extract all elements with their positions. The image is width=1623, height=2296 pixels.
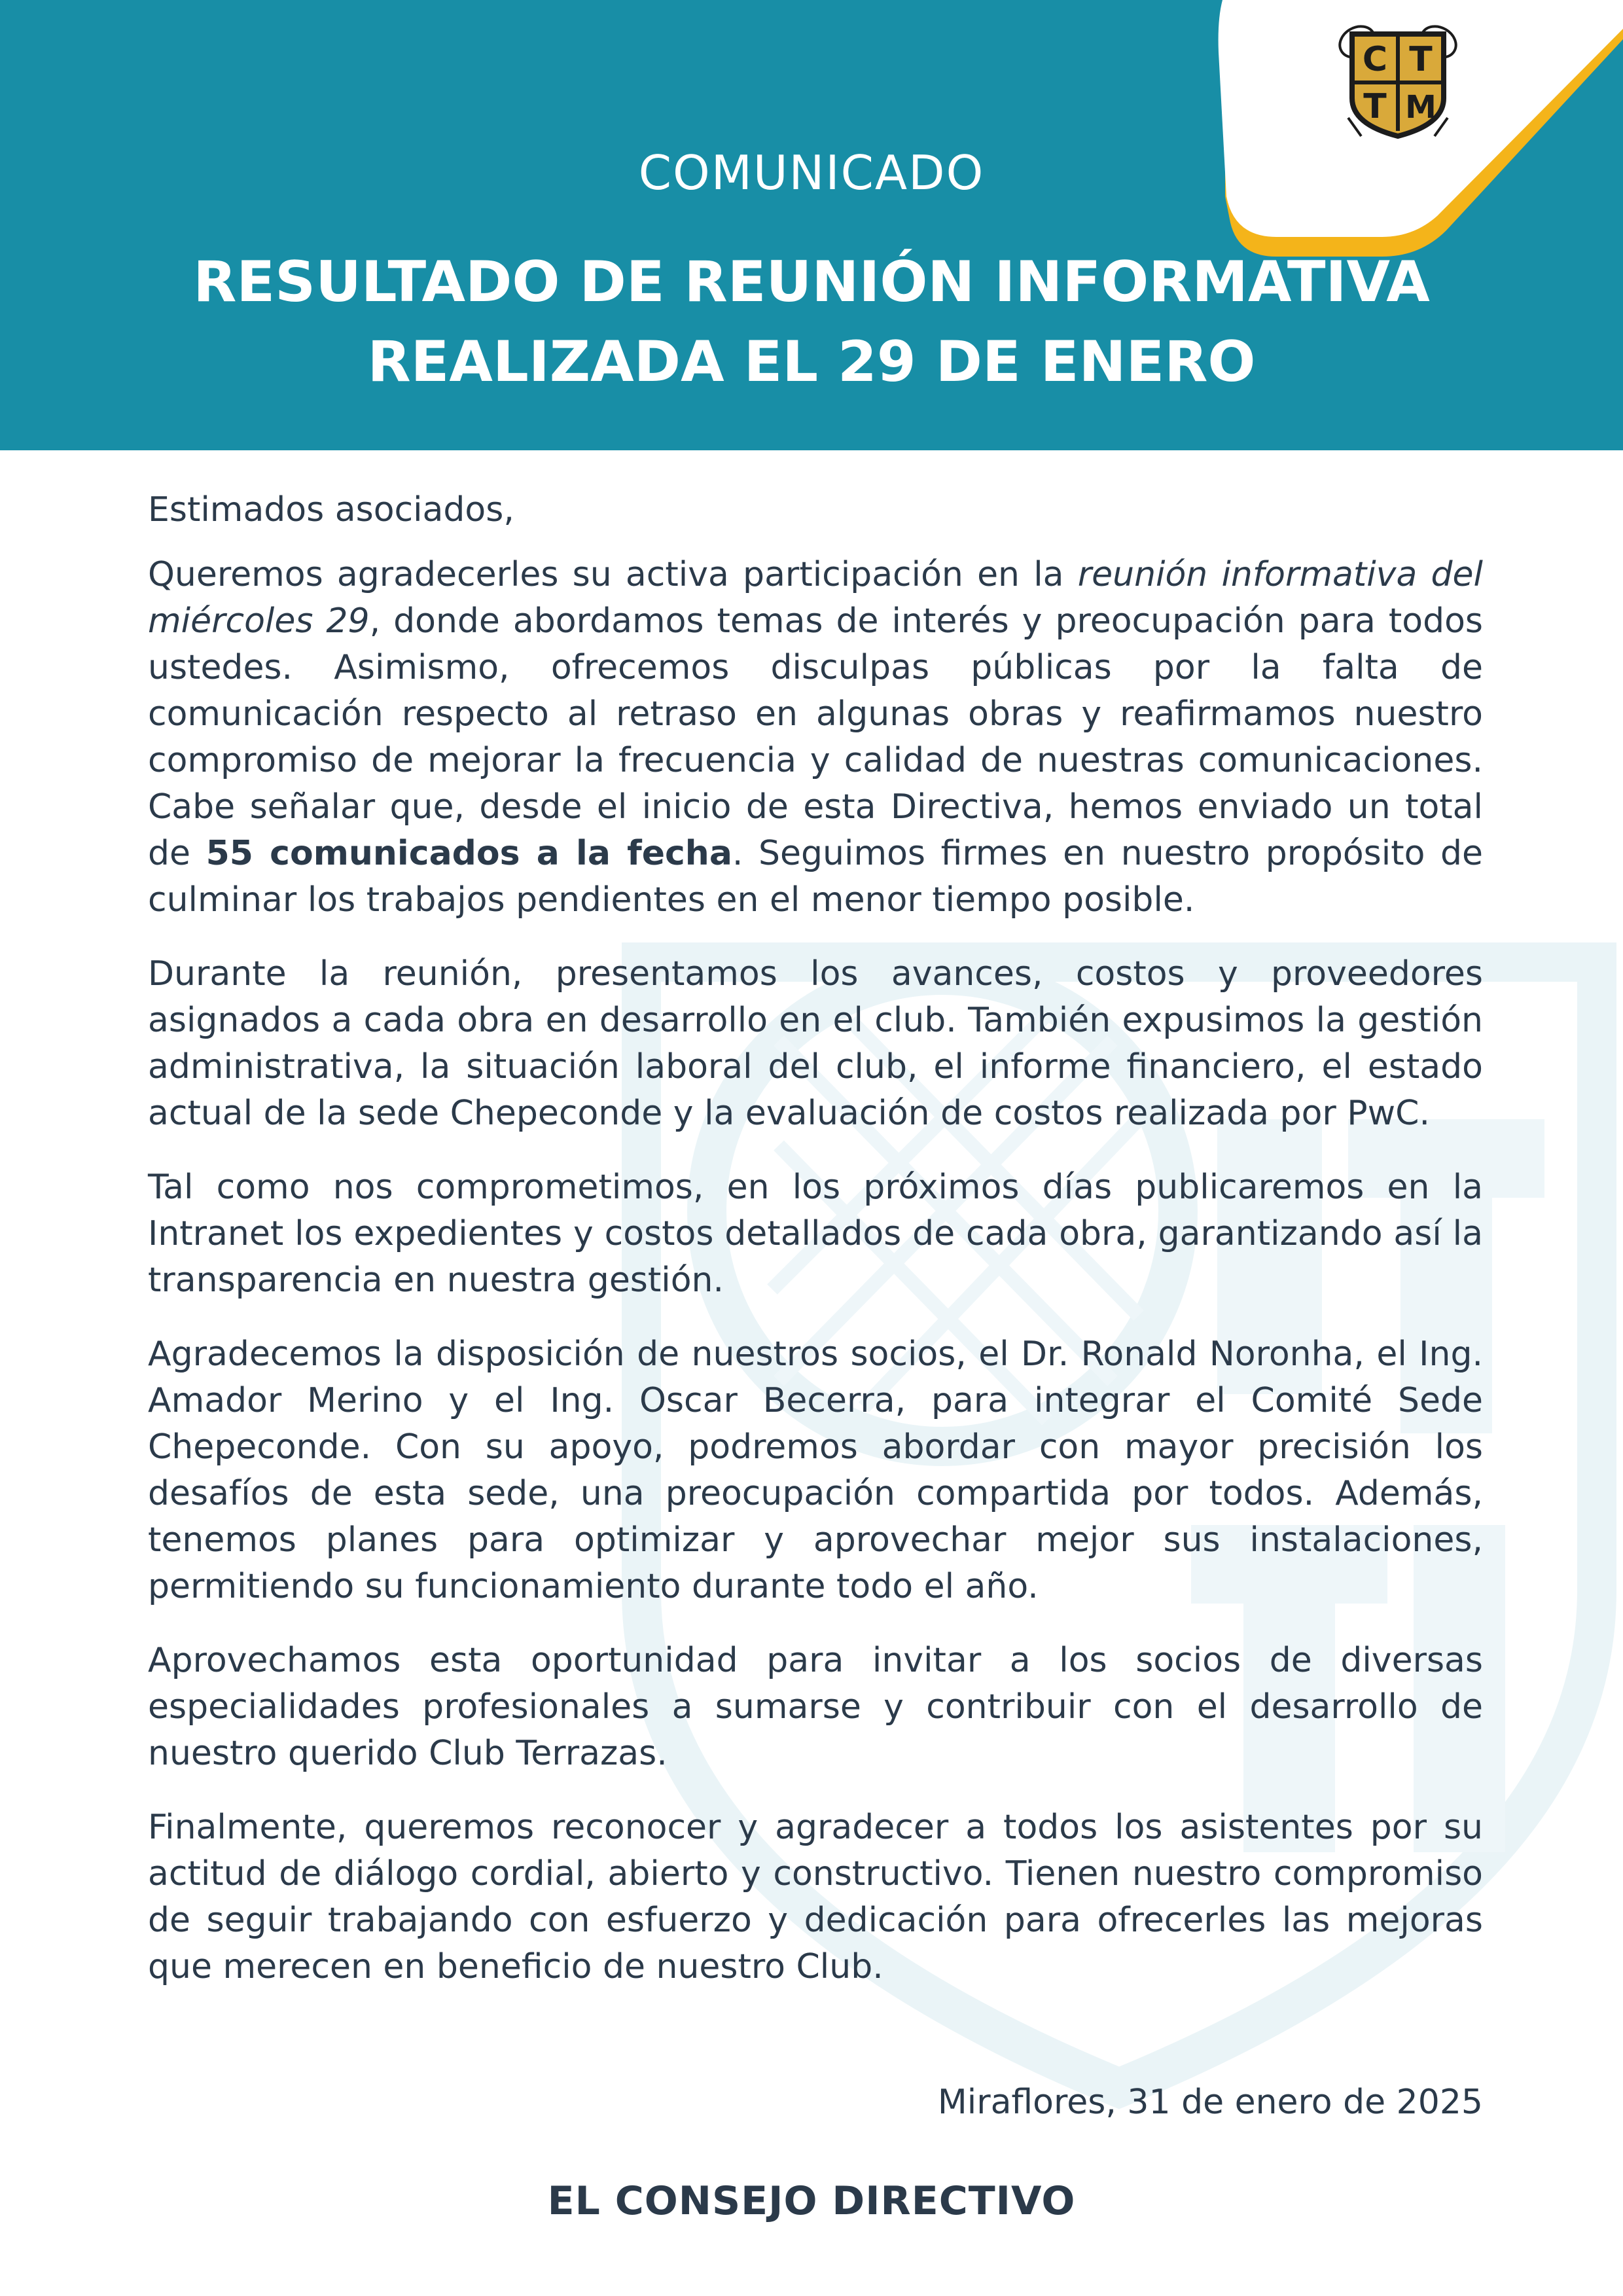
title-line-2: REALIZADA EL 29 DE ENERO <box>367 329 1256 395</box>
paragraph-3: Tal como nos comprometimos, en los próximos días publicaremos en la Intranet los expedientes y costos detallados de cada obra, garantizando así la transparencia en nuestra gestión. <box>148 1168 1483 1300</box>
paragraph-2: Durante la reunión, presentamos los avances, costos y proveedores asignados a cada obra en desarrollo en el club. También expusimos la gestión administrativa, la situación laboral del club, el informe financiero, el estado actual de la sede Chepeconde y la evaluación de costos realizada por PwC. <box>148 954 1483 1133</box>
page-title <box>0 242 1623 402</box>
paragraph-1-strong: 55 comunicados a la fecha <box>205 834 732 873</box>
paragraph-1-text-b: , donde abordamos temas de interés y preocupación para todos ustedes. Asimismo, ofrecemos disculpas públicas por la falta de comunicación respecto al retraso en algunas obras y reafirmamos nuestro compromiso de mejorar la frecuencia y calidad de nuestras comunicaciones. Cabe señalar que, desde el inicio de esta Directiva, hemos enviado un total de <box>148 601 1483 873</box>
paragraph-1-emphasis: reunión informativa del miércoles 29 <box>148 555 1483 641</box>
letter-body <box>148 487 1483 2018</box>
crest-letter: T <box>1409 40 1433 79</box>
header-band <box>0 0 1623 450</box>
paragraph-1-text-a: Queremos agradecerles su activa participación en la <box>148 555 1078 594</box>
crest-letter: T <box>1363 87 1387 126</box>
crest-letter: C <box>1362 40 1388 79</box>
title-line-1: RESULTADO DE REUNIÓN INFORMATIVA <box>193 249 1430 315</box>
document-label: COMUNICADO <box>638 145 985 200</box>
paragraph-5: Aprovechamos esta oportunidad para invitar a los socios de diversas especialidades profesionales a sumarse y contribuir con el desarrollo de nuestro querido Club Terrazas. <box>148 1641 1483 1773</box>
paragraph-1 <box>148 552 1483 924</box>
paragraph-4: Agradecemos la disposición de nuestros socios, el Dr. Ronald Noronha, el Ing. Amador Merino y el Ing. Oscar Becerra, para integrar el Comité Sede Chepeconde. Con su apoyo, podremos abordar con mayor precisión los desafíos de esta sede, una preocupación compartida por todos. Además, tenemos planes para optimizar y aprovechar mejor sus instalaciones, permitiendo su funcionamiento durante todo el año. <box>148 1335 1483 1606</box>
signature: EL CONSEJO DIRECTIVO <box>547 2178 1076 2224</box>
greeting: Estimados asociados, <box>148 490 514 529</box>
paragraph-6: Finalmente, queremos reconocer y agradecer a todos los asistentes por su actitud de diálogo cordial, abierto y constructivo. Tienen nuestro compromiso de seguir trabajando con esfuerzo y dedicación para ofrecerles las mejoras que merecen en beneficio de nuestro Club. <box>148 1808 1483 1986</box>
paragraph-1-text-c: . Seguimos firmes en nuestro propósito de culminar los trabajos pendientes en el menor tiempo posible. <box>148 834 1484 920</box>
place-date: Miraflores, 31 de enero de 2025 <box>937 2083 1483 2122</box>
crest-letter: M <box>1405 89 1436 126</box>
club-crest-icon <box>1335 20 1461 145</box>
